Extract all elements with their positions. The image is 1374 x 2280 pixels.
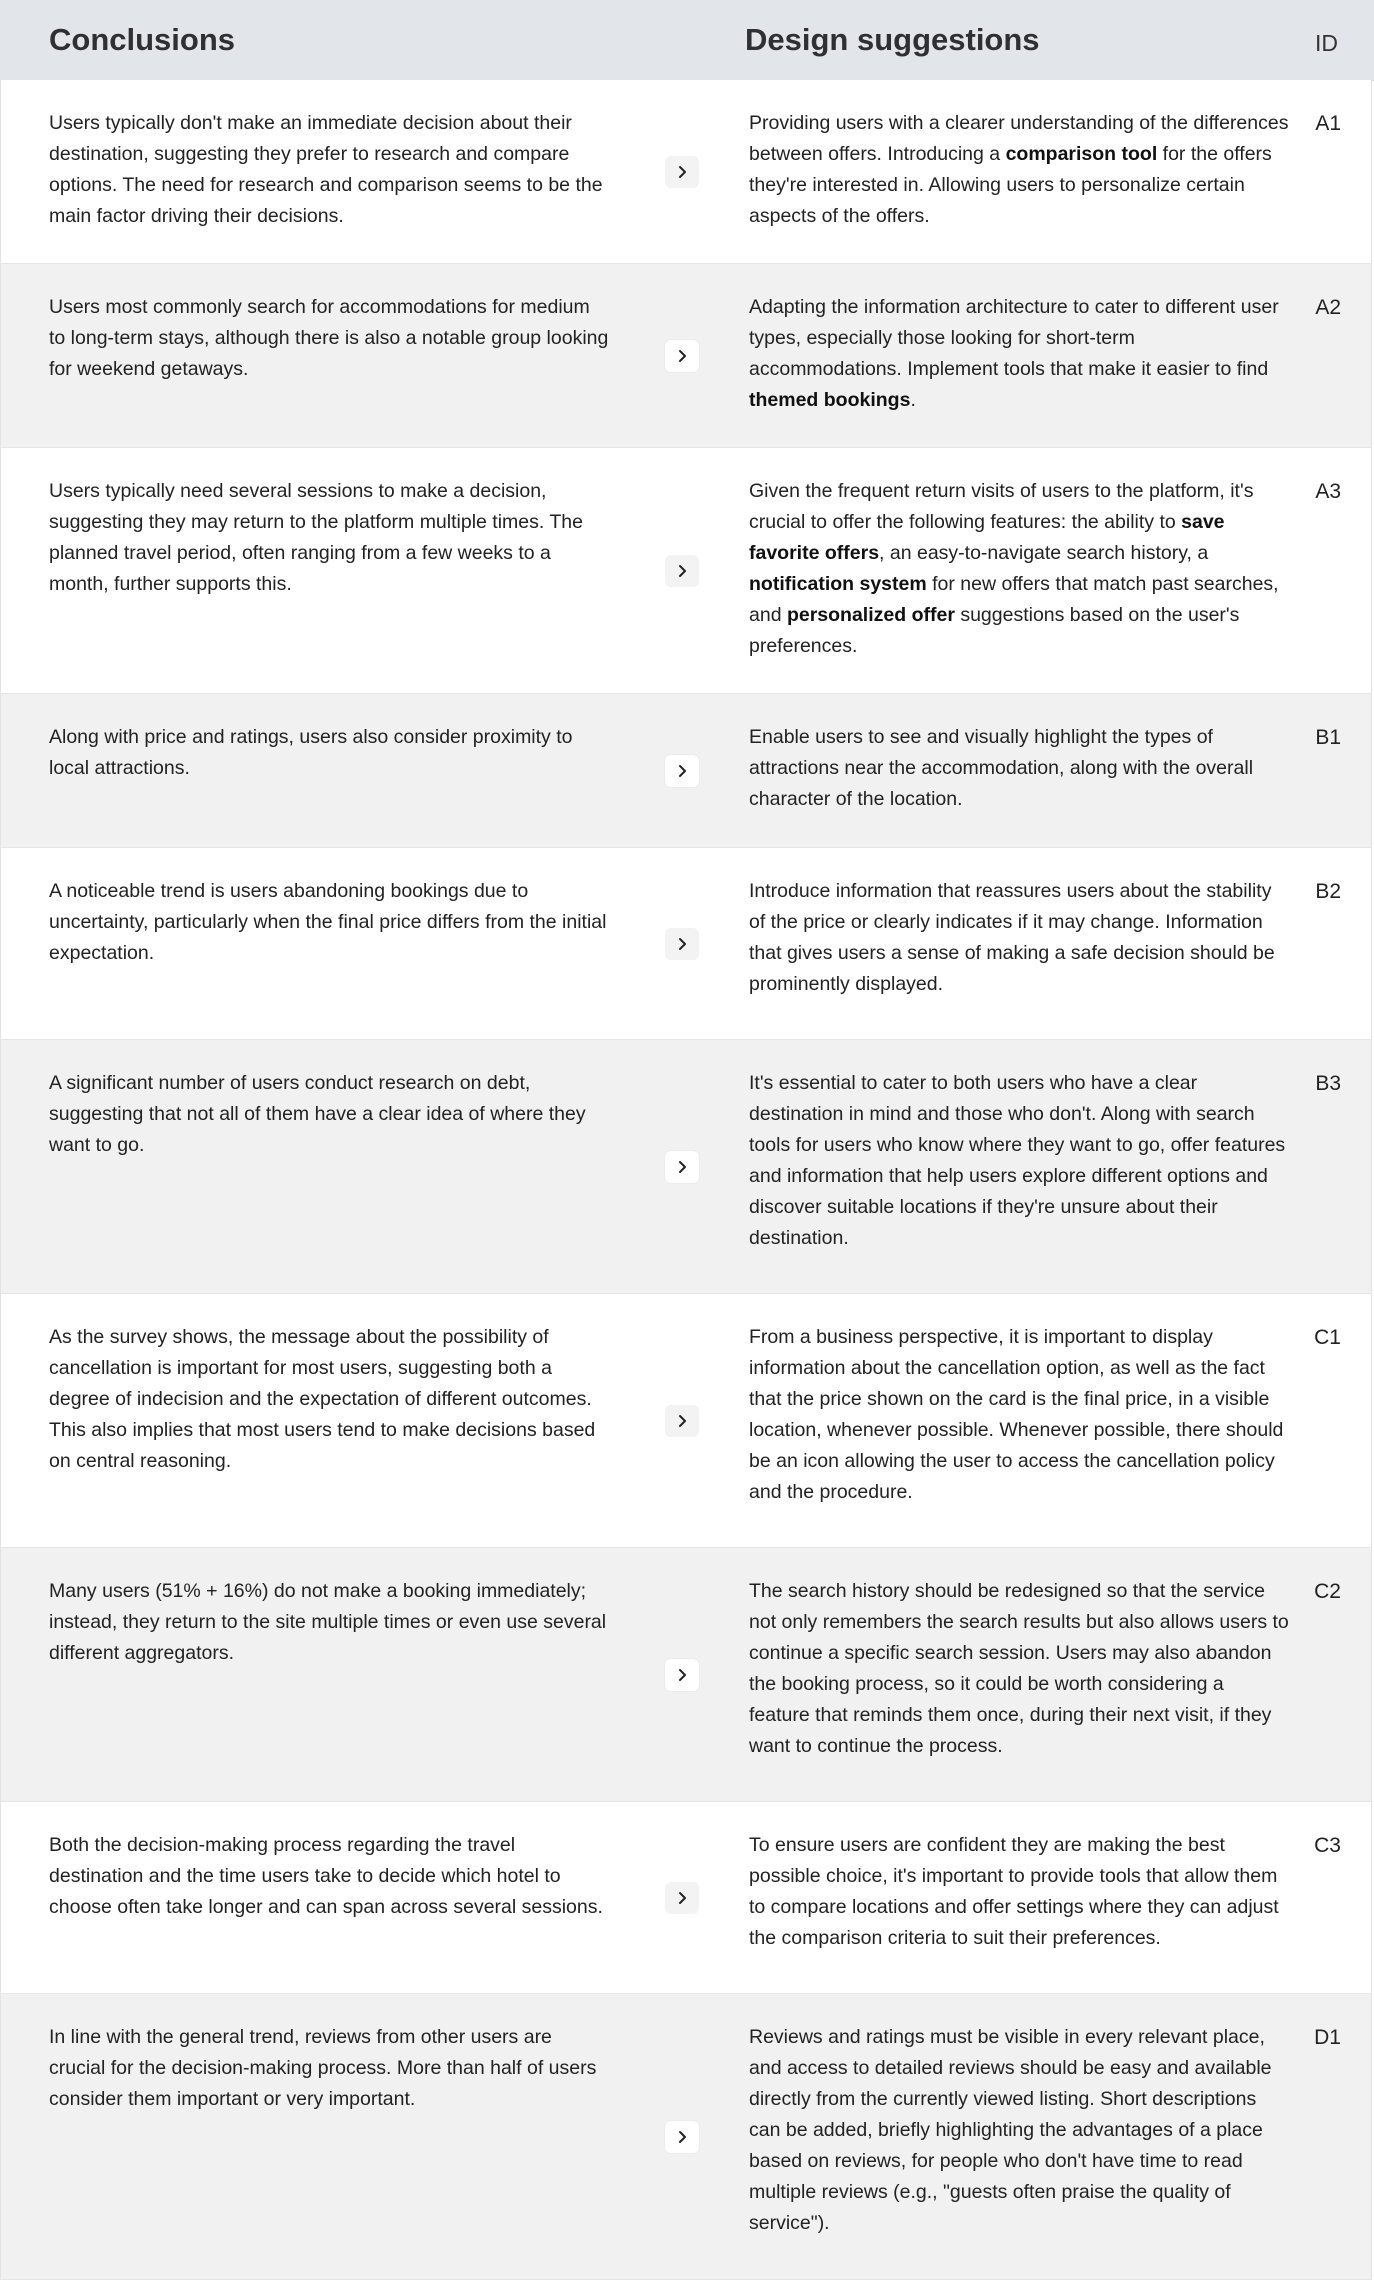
- conclusion-text: In line with the general trend, reviews from other users are crucial for the decision-making process. More than half of users consider them important or very important.: [49, 2026, 597, 2110]
- design-suggestion-text: [749, 722, 1289, 815]
- chevron-right-icon: [676, 1668, 688, 1682]
- table-row: [0, 1294, 1372, 1548]
- conclusion-text: Both the decision-making process regarding the travel destination and the time users take to decide which hotel to choose often take longer and can span across several sessions.: [49, 1834, 603, 1918]
- row-id: C1: [1314, 1326, 1341, 1349]
- suggestion-segment: suggestions based on the user's preferences.: [749, 604, 1240, 657]
- design-suggestion-text: [749, 108, 1289, 232]
- table-row: [0, 1994, 1372, 2280]
- expand-row-button[interactable]: [665, 928, 699, 960]
- row-id: B1: [1315, 726, 1341, 749]
- table-row: [0, 80, 1372, 264]
- row-id: A1: [1315, 112, 1341, 135]
- chevron-right-icon: [676, 764, 688, 778]
- chevron-right-icon: [676, 937, 688, 951]
- chevron-right-icon: [676, 564, 688, 578]
- row-id: A3: [1315, 480, 1341, 503]
- design-suggestion-text: [749, 1068, 1289, 1254]
- table-row: [0, 694, 1372, 848]
- row-id: A2: [1315, 296, 1341, 319]
- row-id: B2: [1315, 880, 1341, 903]
- suggestion-segment: .: [910, 389, 916, 411]
- suggestion-segment: Providing users with a clearer understanding of the differences between offers. Introducing a: [749, 112, 1289, 165]
- suggestion-segment: Introduce information that reassures users about the stability of the price or clearly indicates if it may change. Information that gives users a sense of making a safe decision should be prominently displayed.: [749, 880, 1275, 995]
- design-suggestion-text: [749, 292, 1289, 416]
- design-suggestion-text: [749, 1830, 1289, 1954]
- conclusion-text: Users typically don't make an immediate decision about their destination, suggesting they prefer to research and compare options. The need for research and comparison seems to be the main factor driving their decisions.: [49, 112, 603, 227]
- expand-row-button[interactable]: [665, 1405, 699, 1437]
- table-row: [0, 448, 1372, 694]
- design-suggestion-text: [749, 1576, 1289, 1762]
- header-id: ID: [1315, 30, 1338, 56]
- table-row: [0, 1802, 1372, 1994]
- row-id: B3: [1315, 1072, 1341, 1095]
- chevron-right-icon: [676, 165, 688, 179]
- expand-row-button[interactable]: [665, 1659, 699, 1691]
- highlighted-term: comparison tool: [1005, 143, 1158, 165]
- row-id: C3: [1314, 1834, 1341, 1857]
- expand-row-button[interactable]: [665, 1882, 699, 1914]
- table-row: [0, 1548, 1372, 1802]
- table-row: [0, 848, 1372, 1040]
- conclusion-text: A significant number of users conduct research on debt, suggesting that not all of them have a clear idea of where they want to go.: [49, 1072, 586, 1156]
- chevron-right-icon: [676, 1160, 688, 1174]
- conclusion-text: Users most commonly search for accommodations for medium to long-term stays, although there is also a notable group looking for weekend getaways.: [49, 296, 609, 380]
- row-id: D1: [1314, 2026, 1341, 2049]
- table-header: [0, 0, 1374, 81]
- design-suggestion-text: [749, 1322, 1289, 1508]
- chevron-right-icon: [676, 349, 688, 363]
- highlighted-term: personalized offer: [786, 604, 955, 626]
- suggestion-segment: Adapting the information architecture to cater to different user types, especially those looking for short-term accommodations. Implement tools that make it easier to find: [749, 296, 1279, 380]
- highlighted-term: save favorite offers: [749, 511, 1225, 564]
- suggestion-segment: To ensure users are confident they are making the best possible choice, it's important to provide tools that allow them to compare locations and offer settings where they can adjust the comparison criteria to suit their preferences.: [749, 1834, 1279, 1949]
- highlighted-term: notification system: [749, 573, 927, 595]
- table-row: [0, 264, 1372, 448]
- suggestion-segment: From a business perspective, it is important to display information about the cancellation option, as well as the fact that the price shown on the card is the final price, in a visible location, whenever possible. Whenever possible, there should be an icon allowing the user to access the cancellation policy and the procedure.: [749, 1326, 1284, 1503]
- expand-row-button[interactable]: [665, 340, 699, 372]
- conclusion-text: A noticeable trend is users abandoning bookings due to uncertainty, particularly when the final price differs from the initial expectation.: [49, 880, 607, 964]
- chevron-right-icon: [676, 1891, 688, 1905]
- expand-row-button[interactable]: [665, 2121, 699, 2153]
- conclusion-text: Along with price and ratings, users also consider proximity to local attractions.: [49, 726, 573, 779]
- suggestion-segment: The search history should be redesigned so that the service not only remembers the search results but also allows users to continue a specific search session. Users may also abandon the booking process, so it could be worth considering a feature that reminds them once, during their next visit, if they want to continue the process.: [749, 1580, 1289, 1757]
- suggestion-segment: , an easy-to-navigate search history, a: [879, 542, 1209, 564]
- design-suggestion-text: [749, 876, 1289, 1000]
- conclusion-text: Many users (51% + 16%) do not make a booking immediately; instead, they return to the site multiple times or even use several different aggregators.: [49, 1580, 607, 1664]
- design-suggestion-text: [749, 476, 1289, 662]
- header-design-suggestions: Design suggestions: [745, 22, 1040, 57]
- header-conclusions: Conclusions: [49, 22, 236, 57]
- suggestion-segment: Reviews and ratings must be visible in every relevant place, and access to detailed reviews should be easy and available directly from the currently viewed listing. Short descriptions can be added, briefly highlighting the advantages of a place based on reviews, for people who don't have time to read multiple reviews (e.g., "guests often praise the quality of service").: [749, 2026, 1272, 2234]
- chevron-right-icon: [676, 1414, 688, 1428]
- suggestion-segment: for the offers they're interested in. Allowing users to personalize certain aspects of the offers.: [749, 143, 1272, 227]
- table-row: [0, 1040, 1372, 1294]
- suggestion-segment: It's essential to cater to both users who have a clear destination in mind and those who don't. Along with search tools for users who know where they want to go, offer features and information that help users explore different options and discover suitable locations if they're unsure about their destination.: [749, 1072, 1286, 1249]
- expand-row-button[interactable]: [665, 1151, 699, 1183]
- suggestion-segment: Given the frequent return visits of users to the platform, it's crucial to offer the following features: the ability to: [749, 480, 1254, 533]
- expand-row-button[interactable]: [665, 156, 699, 188]
- row-id: C2: [1314, 1580, 1341, 1603]
- suggestion-segment: for new offers that match past searches, and: [749, 573, 1279, 626]
- design-suggestion-text: [749, 2022, 1289, 2239]
- conclusion-text: Users typically need several sessions to make a decision, suggesting they may return to the platform multiple times. The planned travel period, often ranging from a few weeks to a month, further supports this.: [49, 480, 583, 595]
- conclusion-text: As the survey shows, the message about the possibility of cancellation is important for most users, suggesting both a degree of indecision and the expectation of different outcomes. This also implies that most users tend to make decisions based on central reasoning.: [49, 1326, 596, 1472]
- expand-row-button[interactable]: [665, 555, 699, 587]
- chevron-right-icon: [676, 2130, 688, 2144]
- expand-row-button[interactable]: [665, 755, 699, 787]
- suggestion-segment: Enable users to see and visually highlight the types of attractions near the accommodation, along with the overall character of the location.: [749, 726, 1254, 810]
- highlighted-term: themed bookings: [749, 389, 911, 411]
